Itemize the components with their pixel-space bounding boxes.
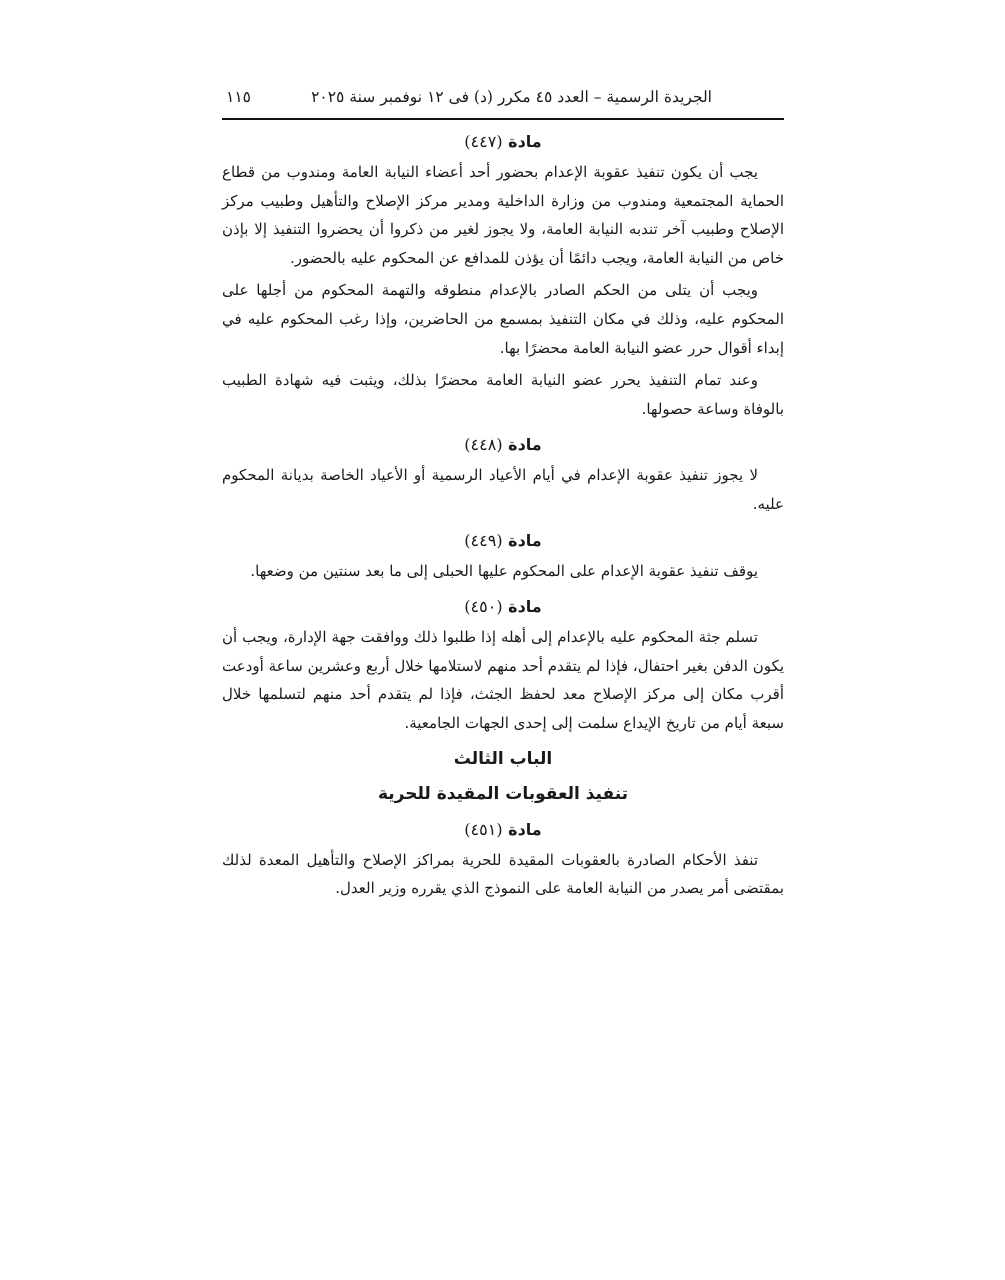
article-paragraph: يجب أن يكون تنفيذ عقوبة الإعدام بحضور أحد أعضاء النيابة العامة ومندوب من قطاع الحماية المجتمعية ومندوب من وزارة الداخلية ومدير مركز الإصلاح والتأهيل وطبيب مركز الإصلاح وطبيب آخر تندبه النيابة العامة، ولا يجوز لغير من ذكروا أن يحضروا التنفيذ إلا بإذن خاص من النيابة العامة، ويجب دائمًا أن يؤذن للمدافع عن المحكوم عليه بالحضور. (222, 163, 784, 267)
article-450 (222, 595, 784, 737)
article-449 (222, 529, 784, 586)
article-paragraph: تسلم جثة المحكوم عليه بالإعدام إلى أهله إذا طلبوا ذلك ووافقت جهة الإدارة، ويجب أن يكون الدفن بغير احتفال، فإذا لم يتقدم أحد منهم لاستلامها خلال أربع وعشرين ساعة أودعت أقرب مكان إلى مركز الإصلاح معد لحفظ الجثث، فإذا لم يتقدم أحد منهم لتسلمها خلال سبعة أيام من تاريخ الإيداع سلمت إلى إحدى الجهات الجامعية. (222, 628, 784, 732)
article-number: (٤٥٠) (464, 597, 503, 617)
article-label: مادة (508, 597, 542, 617)
article-paragraph: وعند تمام التنفيذ يحرر عضو النيابة العامة محضرًا بذلك، ويثبت فيه شهادة الطبيب بالوفاة وساعة حصولها. (222, 371, 784, 418)
article-label: مادة (508, 435, 542, 455)
chapter-title: الباب الثالث (453, 748, 553, 769)
article-447 (222, 130, 784, 423)
page-number: ١١٥ (226, 88, 251, 106)
article-heading (222, 529, 784, 553)
article-451 (222, 818, 784, 903)
page-header (222, 88, 784, 120)
article-heading (222, 130, 784, 154)
article-number: (٤٤٨) (464, 435, 503, 455)
article-paragraph: لا يجوز تنفيذ عقوبة الإعدام في أيام الأعياد الرسمية أو الأعياد الخاصة بديانة المحكوم عليه. (222, 466, 784, 513)
article-label: مادة (508, 530, 542, 550)
article-paragraph: تنفذ الأحكام الصادرة بالعقوبات المقيدة للحرية بمراكز الإصلاح والتأهيل المعدة لذلك بمقتضى أمر يصدر من النيابة العامة على النموذج الذي يقرره وزير العدل. (222, 850, 784, 898)
article-number: (٤٤٧) (464, 132, 503, 151)
article-heading (222, 818, 784, 842)
chapter-subtitle: تنفيذ العقوبات المقيدة للحرية (377, 783, 629, 804)
article-paragraph: يوقف تنفيذ عقوبة الإعدام على المحكوم عليها الحبلى إلى ما بعد سنتين من وضعها. (250, 561, 758, 580)
article-number: (٤٥١) (464, 819, 503, 839)
article-number: (٤٤٩) (464, 530, 503, 550)
article-448 (222, 433, 784, 518)
article-label: مادة (508, 819, 542, 839)
article-heading (222, 433, 784, 457)
header-title: الجريدة الرسمية – العدد ٤٥ مكرر (د) فى ١٢ نوفمبر سنة ٢٠٢٥ (311, 88, 712, 106)
article-heading (222, 595, 784, 619)
gazette-page (222, 88, 784, 903)
article-paragraph: ويجب أن يتلى من الحكم الصادر بالإعدام منطوقه والتهمة المحكوم من أجلها على المحكوم عليه، وذلك في مكان التنفيذ بمسمع من الحاضرين، وإذا رغب المحكوم عليه في إبداء أقوال حرر عضو النيابة العامة محضرًا بها. (222, 281, 784, 357)
article-label: مادة (508, 132, 542, 151)
